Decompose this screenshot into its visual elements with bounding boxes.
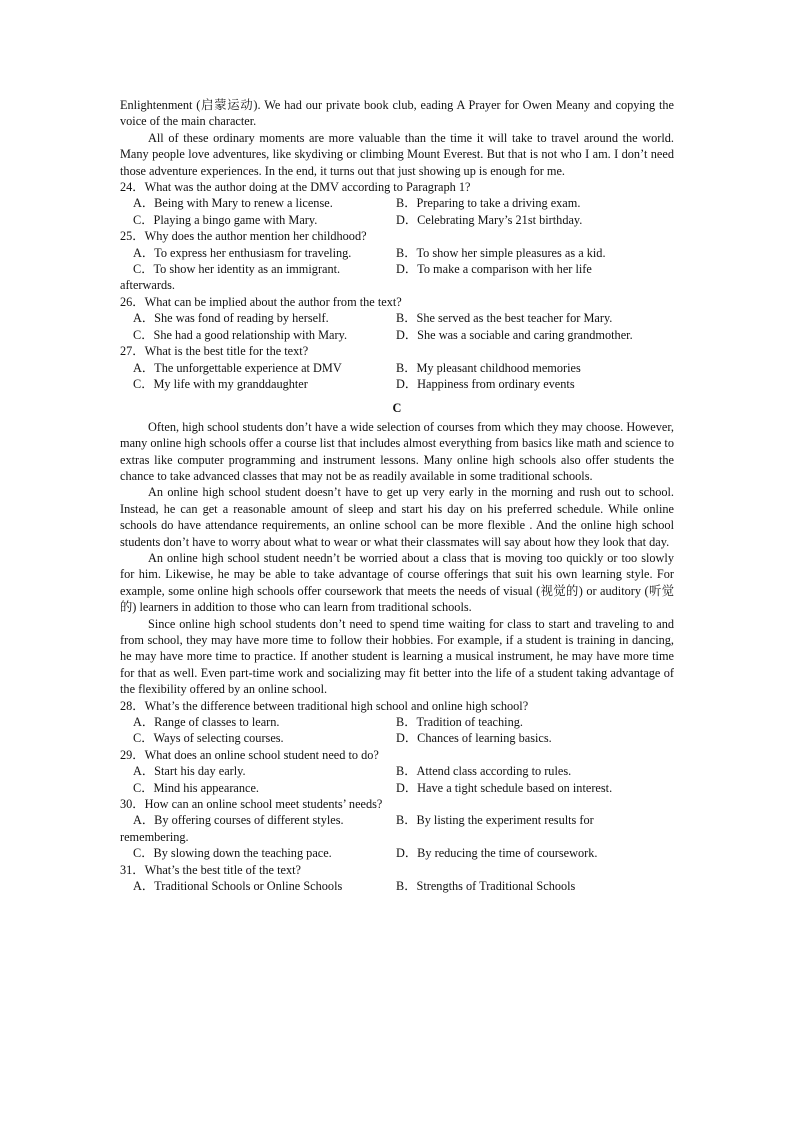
option-b[interactable]: B．My pleasant childhood memories: [396, 360, 581, 375]
option-d[interactable]: D．By reducing the time of coursework.: [396, 846, 598, 861]
option-d[interactable]: D．Happiness from ordinary events: [396, 376, 575, 391]
question-stem: 27．What is the best title for the text?: [120, 344, 309, 359]
option-b[interactable]: B．Tradition of teaching.: [396, 715, 523, 730]
question-stem: 24．What was the author doing at the DMV according to Paragraph 1?: [120, 180, 471, 195]
option-a[interactable]: A．Range of classes to learn.: [133, 715, 280, 730]
question-28: [120, 698, 674, 747]
option-d[interactable]: D．Chances of learning basics.: [396, 731, 552, 746]
option-b[interactable]: B．Strengths of Traditional Schools: [396, 879, 576, 894]
exam-page: [120, 97, 674, 895]
passage-c-paragraph: An online high school student needn’t be worried about a class that is moving too quickly or too slowly for him. Likewise, he may be able to take advantage of course offerings that suit his own learning style. For example, some online high schools offer coursework that meets the needs of visual (视觉的) or auditory (听觉的) learners in addition to those who can learn from traditional schools.: [120, 550, 674, 615]
passage-c-paragraph: An online high school student doesn’t have to get up very early in the morning and rush out to school. Instead, he can get a reasonable amount of sleep and start his day on his preferred schedule. While online schools do have attendance requirements, an online school can be more flexible . And the online high school students don’t have to worry about what to wear or what their classmates will say about how they look that day.: [120, 485, 674, 549]
option-a[interactable]: A．Being with Mary to renew a license.: [133, 196, 333, 211]
option-b[interactable]: B．By listing the experiment results for: [396, 813, 594, 828]
option-d[interactable]: D．She was a sociable and caring grandmother.: [396, 327, 633, 342]
option-b[interactable]: B．Attend class according to rules.: [396, 764, 572, 779]
section-c-heading: C: [392, 401, 402, 416]
option-d[interactable]: D．To make a comparison with her life: [396, 262, 592, 277]
question-29: [120, 747, 674, 796]
question-27: [120, 343, 674, 392]
question-26: [120, 294, 674, 343]
option-d[interactable]: D．Have a tight schedule based on interest.: [396, 780, 613, 795]
question-30: [120, 796, 674, 862]
question-24: [120, 179, 674, 228]
option-c[interactable]: C．She had a good relationship with Mary.: [133, 327, 348, 342]
option-c[interactable]: C．By slowing down the teaching pace.: [133, 846, 332, 861]
option-c[interactable]: C．Mind his appearance.: [133, 780, 260, 795]
option-c[interactable]: C．To show her identity as an immigrant.: [133, 262, 341, 277]
option-a[interactable]: A．The unforgettable experience at DMV: [133, 360, 342, 375]
question-stem: 25．Why does the author mention her childhood?: [120, 229, 367, 244]
passage-b-paragraph: Enlightenment (启蒙运动). We had our private book club, eading A Prayer for Owen Meany and copying the voice of the main character.: [120, 98, 674, 129]
option-a[interactable]: A．To express her enthusiasm for traveling.: [133, 245, 352, 260]
passage-c-paragraph: Since online high school students don’t need to spend time waiting for class to start and traveling to and from school, they may have more time to follow their hobbies. For example, if a student is training in dancing, he may have more time to practice. If another student is learning a musical instrument, he may have more time for that as well. Even part-time work and socializing may fit better into the life of a student taking advantage of the flexibility offered by an online school.: [120, 616, 674, 697]
option-a[interactable]: A．Start his day early.: [133, 764, 246, 779]
question-31: [120, 862, 674, 895]
question-stem: 28．What’s the difference between traditional high school and online high school?: [120, 698, 529, 713]
question-stem: 29．What does an online school student need to do?: [120, 747, 379, 762]
option-b[interactable]: B．To show her simple pleasures as a kid.: [396, 245, 606, 260]
option-c[interactable]: C．Playing a bingo game with Mary.: [133, 212, 318, 227]
option-a[interactable]: A．She was fond of reading by herself.: [133, 311, 329, 326]
option-b[interactable]: B．Preparing to take a driving exam.: [396, 196, 581, 211]
option-b-continuation: remembering.: [120, 829, 189, 844]
passage-b-paragraph: All of these ordinary moments are more valuable than the time it will take to travel around the world. Many people love adventures, like skydiving or climbing Mount Everest. But that is not who I am. I don’t need those adventure experiences. In the end, it turns out that just showing up is enough for me.: [120, 130, 674, 178]
question-stem: 26．What can be implied about the author from the text?: [120, 294, 402, 309]
option-a[interactable]: A．By offering courses of different styles.: [133, 813, 344, 828]
passage-c-paragraph: Often, high school students don’t have a wide selection of courses from which they may choose. However, many online high schools offer a course list that includes almost everything from basics like math and science to extras like computer programming and instrument lessons. Many online high schools also offer students the chance to take advanced classes that may not be as readily available in some traditional schools.: [120, 419, 674, 483]
option-d-continuation: afterwards.: [120, 278, 175, 293]
option-b[interactable]: B．She served as the best teacher for Mary.: [396, 311, 613, 326]
question-25: [120, 228, 674, 294]
question-stem: 31．What’s the best title of the text?: [120, 862, 301, 877]
option-d[interactable]: D．Celebrating Mary’s 21st birthday.: [396, 212, 583, 227]
question-stem: 30．How can an online school meet students’ needs?: [120, 797, 383, 812]
option-c[interactable]: C．My life with my granddaughter: [133, 376, 308, 391]
option-c[interactable]: C．Ways of selecting courses.: [133, 731, 284, 746]
option-a[interactable]: A．Traditional Schools or Online Schools: [133, 879, 343, 894]
